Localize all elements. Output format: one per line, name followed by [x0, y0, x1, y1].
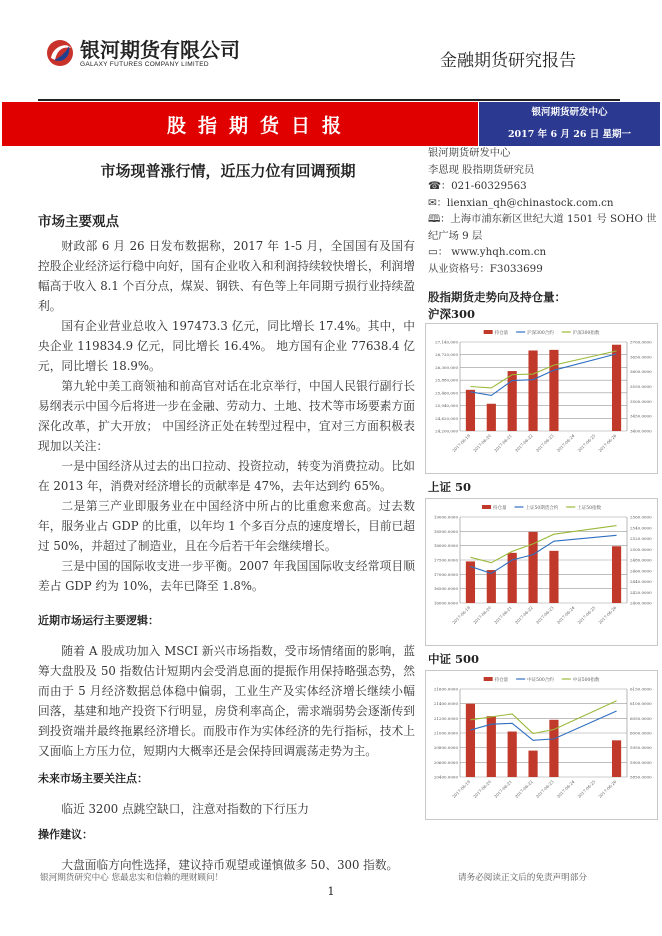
- legend-label: 持仓量: [493, 506, 507, 511]
- company-logo: [45, 38, 240, 68]
- y2-tick-label: 2440.0000: [630, 579, 652, 584]
- bar: [549, 551, 558, 603]
- bar: [612, 740, 621, 777]
- y2-tick-label: 3450.0000: [630, 413, 652, 419]
- y2-tick-label: 6100.0000: [630, 701, 652, 707]
- legend-label: 上证50指数: [577, 506, 601, 511]
- y-tick-label: 25,880,000: [435, 377, 458, 383]
- x-tick-label: 2017-06-21: [493, 433, 513, 454]
- y2-tick-label: 2500.0000: [630, 546, 652, 552]
- page-number: 1: [327, 885, 335, 898]
- legend: [482, 504, 601, 511]
- x-tick-label: 2017-06-26: [597, 433, 618, 454]
- computer-icon: ▭: [428, 246, 438, 258]
- legend-swatch: [482, 505, 491, 509]
- contact-address: ：上海市浦东新区世纪大道 1501 号 SOHO 世纪广场 9 层: [428, 213, 657, 242]
- contact-block: [425, 145, 660, 277]
- footer-disclaimer[interactable]: 请务必阅读正文后的免责声明部分: [458, 873, 587, 883]
- contact-license: 从业资格号：F3033699: [428, 262, 543, 275]
- series-line-1: [470, 535, 616, 573]
- banner: [2, 102, 478, 146]
- y-tick-label: 21200.0000: [433, 715, 458, 721]
- y-tick-label: 20600.0000: [433, 759, 458, 765]
- contact-web[interactable]: ： www.yhqh.com.cn: [437, 246, 547, 258]
- legend-label: 中证500指数: [572, 678, 600, 683]
- focus-paragraph: 临近 3200 点跳空缺口，注意对指数的下行压力: [61, 802, 309, 816]
- x-tick-label: 2017-06-20: [472, 433, 493, 454]
- contact-org: 银河期货研发中心: [428, 147, 511, 159]
- banner-info: [479, 102, 660, 146]
- legend: [484, 329, 600, 336]
- paragraph: 一是中国经济从过去的出口拉动、投资拉动，转变为消费拉动。比如在 2013 年，消费对经济增长的贡献率是 47%，去年达到约 65%。: [38, 459, 415, 493]
- phone-icon: ☎: [428, 180, 441, 192]
- y-tick-label: 27,140,000: [435, 339, 458, 345]
- y2-tick-label: 3700.0000: [630, 339, 652, 345]
- x-tick-label: 2017-06-19: [451, 605, 472, 626]
- x-tick-label: 2017-06-25: [576, 779, 597, 800]
- y-tick-label: 24,620,000: [435, 415, 458, 421]
- report-date: 2017 年 6 月 26 日 星期一: [507, 129, 632, 140]
- company-name-en: GALAXY FUTURES COMPANY LIMITED: [80, 60, 209, 68]
- legend-label: 沪深300合约: [527, 331, 554, 336]
- y-tick-label: 16500.0000: [433, 586, 458, 592]
- x-tick-label: 2017-06-26: [597, 605, 618, 626]
- y-tick-label: 18000.0000: [433, 543, 458, 549]
- logic-paragraph: 随着 A 股成功加入 MSCI 新兴市场指数，受市场情绪面的影响，蓝筹大盘股及 50 指数估计短期内会受消息面的提振作用保持略强态势，然而由于 5 月经济数据总体稳中偏弱，工业生产及实体经济增长继续小幅回落，基建和地产投资下行明显，房贷利率高企，需求端弱势会逐渐传到到投资端并最终拖累经济增长。而股市作为实体经济的先行指标，技术上又面临上方压力位，短期内大概率还是会保持回调震荡走势为主。: [38, 644, 415, 758]
- chart-hs300-svg: [426, 324, 657, 473]
- y2-tick-label: 3400.0000: [630, 428, 652, 434]
- book-icon: 🕮: [428, 213, 441, 225]
- chart-zz500-svg: [426, 671, 657, 819]
- x-tick-label: 2017-06-23: [534, 605, 555, 626]
- y-tick-label: 17500.0000: [433, 557, 458, 563]
- bar: [487, 570, 496, 603]
- chart-hs300: [425, 323, 658, 474]
- bar: [466, 704, 475, 777]
- paragraph: 二是第三产业即服务业在中国经济中所占的比重愈来愈高。过去数年，服务业占 GDP 的比重，以年均 1 个多百分点的速度增长，目前已超过 50%，并超过了制造业，且在今后若干年会继续增长。: [38, 499, 415, 553]
- bar: [612, 546, 621, 603]
- y2-tick-label: 3550.0000: [630, 384, 652, 389]
- banner-title: 股指期货日报: [166, 114, 353, 137]
- x-tick-label: 2017-06-22: [513, 779, 534, 800]
- focus-heading: 未来市场主要关注点：: [38, 772, 148, 785]
- paragraph: 三是中国的国际收支进一步平衡。2007 年我国国际收支经常项目顺差占 GDP 约为 10%，去年已降至 1.8%。: [38, 559, 415, 593]
- legend-swatch: [484, 677, 493, 681]
- x-tick-label: 2017-06-22: [513, 605, 534, 626]
- views-heading: 市场主要观点: [38, 214, 119, 230]
- chart-title-sz50: 上证 50: [428, 480, 472, 494]
- y2-tick-label: 2480.0000: [630, 557, 652, 563]
- logic-heading: 近期市场运行主要逻辑：: [38, 614, 159, 627]
- y-tick-label: 20800.0000: [433, 745, 458, 751]
- legend-label: 沪深300指数: [572, 331, 600, 336]
- y-tick-label: 20400.0000: [433, 774, 458, 780]
- legend-swatch: [484, 330, 493, 334]
- sidebar-column: [425, 145, 660, 820]
- advice-heading: 操作建议：: [38, 828, 93, 841]
- paragraph: 第九轮中美工商领袖和前高官对话在北京举行，中国人民银行副行长易纲表示中国今后将进一步在金融、劳动力、土地、技术等市场要素方面深化改革，扩大开放； 中国经济正处在转型过程中，宜对三方面积极表现加以关注：: [38, 379, 415, 453]
- report-type: 金融期货研究报告: [440, 51, 576, 71]
- chart-title-hs300: 沪深300: [428, 307, 476, 321]
- y-tick-label: 21600.0000: [433, 686, 458, 692]
- contact-web-row: [428, 244, 660, 261]
- x-tick-label: 2017-06-23: [534, 779, 555, 800]
- footer-slogan: 银河期货研究中心 您最忠实和信赖的理财顾问！: [40, 873, 224, 883]
- x-tick-label: 2017-06-24: [555, 605, 576, 626]
- x-tick-label: 2017-06-24: [555, 433, 576, 454]
- y2-tick-label: 2520.0000: [630, 536, 652, 541]
- bar: [487, 404, 496, 431]
- y2-tick-label: 5950.0000: [630, 745, 652, 751]
- y-tick-label: 25,460,000: [435, 390, 458, 396]
- galaxy-logo-icon: [45, 38, 75, 68]
- y2-tick-label: 6150.0000: [630, 686, 652, 692]
- legend-label: 中证500合约: [527, 678, 554, 683]
- chart-zz500: [425, 670, 658, 820]
- chart-title-zz500: 中证 500: [428, 652, 480, 666]
- x-tick-label: 2017-06-25: [576, 605, 597, 626]
- contact-author: 李恩现 股指期货研究员: [428, 163, 535, 176]
- y-tick-label: 21000.0000: [433, 730, 458, 736]
- y-tick-label: 26,720,000: [435, 352, 458, 358]
- advice-paragraph: 大盘面临方向性选择，建议持币观望或谨慎做多 50、300 指数。: [61, 858, 399, 872]
- legend-label: 持仓量: [494, 331, 509, 336]
- y2-tick-label: 2400.0000: [630, 600, 652, 606]
- paragraph: 财政部 6 月 26 日发布数据称，2017 年 1-5 月，全国国有及国有控股企业经济运行稳中向好，国有企业收入和利润持续较快增长，利润增幅高于收入 8.1 个百分点，煤炭、钢铁、有色等上年同期亏损行业持续盈利。: [38, 239, 415, 313]
- y2-tick-label: 2420.0000: [630, 589, 652, 595]
- y2-tick-label: 6000.0000: [630, 730, 652, 736]
- legend-label: 上证50期货合约: [525, 506, 559, 511]
- x-tick-label: 2017-06-20: [472, 605, 493, 626]
- y-tick-label: 25,040,000: [435, 403, 458, 409]
- header-divider: [38, 99, 620, 101]
- y2-tick-label: 6050.0000: [630, 715, 652, 721]
- contact-phone-row: [428, 178, 660, 195]
- y-tick-label: 21400.0000: [433, 701, 458, 707]
- x-tick-label: 2017-06-26: [597, 779, 618, 800]
- y2-tick-label: 3650.0000: [630, 354, 652, 360]
- y-tick-label: 16000.0000: [433, 600, 458, 606]
- x-tick-label: 2017-06-21: [493, 779, 513, 800]
- company-name-cn: 银河期货有限公司: [80, 37, 240, 62]
- contact-phone: ：021-60329563: [440, 180, 527, 192]
- bar: [528, 350, 537, 431]
- paragraph: 国有企业营业总收入 197473.3 亿元，同比增长 17.4%。其中，中央企业 119834.9 亿元，同比增长 16.4%。 地方国有企业 77638.4 亿元，同比增长 18.9%。: [38, 319, 415, 373]
- contact-email-row: [428, 195, 660, 212]
- x-tick-label: 2017-06-25: [576, 433, 597, 454]
- x-tick-label: 2017-06-21: [493, 605, 513, 626]
- bar: [549, 350, 558, 431]
- charts-heading: 股指期货走势向及持仓量：: [428, 290, 566, 304]
- y-tick-label: 19000.0000: [433, 514, 458, 520]
- bar: [528, 751, 537, 777]
- legend: [484, 676, 600, 683]
- mail-icon: ✉: [428, 196, 437, 209]
- y2-tick-label: 5850.0000: [630, 774, 652, 780]
- y2-tick-label: 2540.0000: [630, 525, 652, 531]
- main-column: [38, 213, 415, 875]
- x-tick-label: 2017-06-24: [555, 779, 576, 800]
- y2-tick-label: 2560.0000: [630, 514, 652, 520]
- report-title: 市场现普涨行情，近压力位有回调预期: [100, 162, 356, 180]
- y-tick-label: 24,200,000: [435, 428, 458, 434]
- bar: [466, 390, 475, 431]
- views-body: [38, 236, 415, 596]
- x-tick-label: 2017-06-22: [513, 433, 534, 454]
- y-tick-label: 26,300,000: [435, 364, 458, 370]
- x-tick-label: 2017-06-19: [451, 779, 472, 800]
- legend-label: 持仓量: [494, 678, 509, 683]
- chart-sz50-svg: [426, 499, 657, 645]
- x-tick-label: 2017-06-23: [534, 433, 555, 454]
- x-tick-label: 2017-06-19: [451, 433, 472, 454]
- y2-tick-label: 2460.0000: [630, 568, 652, 574]
- chart-sz50: [425, 498, 658, 646]
- y-tick-label: 17000.0000: [433, 571, 458, 577]
- y2-tick-label: 5900.0000: [630, 759, 652, 765]
- y-tick-label: 18500.0000: [433, 528, 458, 534]
- y2-tick-label: 3600.0000: [630, 369, 652, 375]
- contact-address-row: [428, 211, 660, 244]
- y2-tick-label: 3500.0000: [630, 398, 652, 404]
- series-line-1: [470, 354, 616, 396]
- x-tick-label: 2017-06-20: [472, 779, 493, 800]
- series-line-2: [470, 351, 616, 388]
- contact-email[interactable]: ：lienxian_qh@chinastock.com.cn: [436, 196, 614, 209]
- research-center: 银河期货研发中心: [531, 107, 608, 118]
- bar: [508, 732, 517, 777]
- bar: [612, 345, 621, 431]
